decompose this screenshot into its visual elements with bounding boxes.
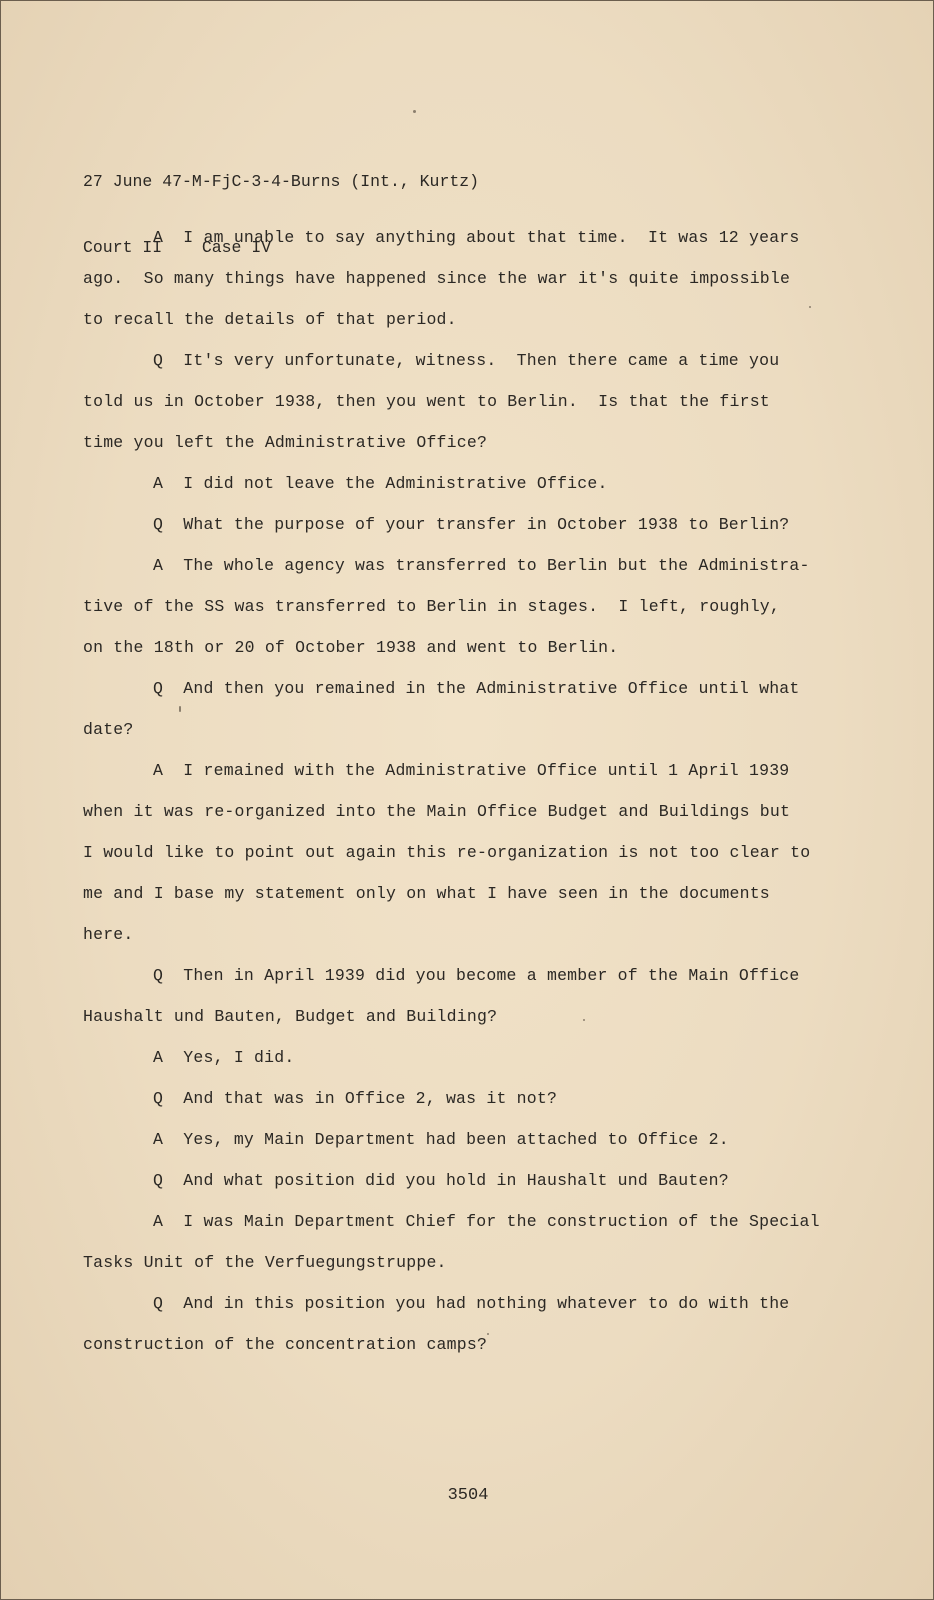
paper-speck <box>413 110 416 113</box>
paper-speck <box>179 706 181 712</box>
transcript-line: ago. So many things have happened since the war it's quite impossible <box>83 269 791 288</box>
header-court-case: Court II Case IV <box>83 238 272 257</box>
transcript-line: A I am unable to say anything about that time. It was 12 years <box>153 228 800 247</box>
transcript-line: to recall the details of that period. <box>83 310 457 329</box>
transcript-line: on the 18th or 20 of October 1938 and went to Berlin. <box>83 638 619 657</box>
transcript-line: time you left the Administrative Office? <box>83 433 488 452</box>
transcript-line: date? <box>83 720 134 739</box>
transcript-line: when it was re-organized into the Main Office Budget and Buildings but <box>83 802 791 821</box>
paper-speck <box>487 1333 489 1335</box>
transcript-line: Q Then in April 1939 did you become a member of the Main Office <box>153 966 800 985</box>
transcript-line: construction of the concentration camps? <box>83 1335 488 1354</box>
transcript-line: A Yes, I did. <box>153 1048 295 1067</box>
transcript-line: Q What the purpose of your transfer in October 1938 to Berlin? <box>153 515 790 534</box>
transcript-line: A I did not leave the Administrative Office. <box>153 474 608 493</box>
transcript-line: A The whole agency was transferred to Berlin but the Administra- <box>153 556 810 575</box>
transcript-line: Q And then you remained in the Administrative Office until what <box>153 679 800 698</box>
transcript-line: A I remained with the Administrative Office until 1 April 1939 <box>153 761 790 780</box>
transcript-line: Q It's very unfortunate, witness. Then there came a time you <box>153 351 780 370</box>
paper-speck <box>583 1019 585 1021</box>
paper-speck <box>809 306 811 308</box>
header-case-reference: 27 June 47-M-FjC-3-4-Burns (Int., Kurtz) <box>83 172 480 191</box>
transcript-line: A Yes, my Main Department had been attached to Office 2. <box>153 1130 729 1149</box>
transcript-line: tive of the SS was transferred to Berlin in stages. I left, roughly, <box>83 597 781 616</box>
transcript-line: here. <box>83 925 134 944</box>
transcript-line: Haushalt und Bauten, Budget and Building? <box>83 1007 498 1026</box>
transcript-line: told us in October 1938, then you went to Berlin. Is that the first <box>83 392 770 411</box>
transcript-line: Q And in this position you had nothing whatever to do with the <box>153 1294 790 1313</box>
transcript-line: Tasks Unit of the Verfuegungstruppe. <box>83 1253 447 1272</box>
page-number: 3504 <box>447 1486 489 1505</box>
transcript-line: I would like to point out again this re-organization is not too clear to <box>83 843 811 862</box>
transcript-line: Q And that was in Office 2, was it not? <box>153 1089 558 1108</box>
transcript-line: Q And what position did you hold in Haushalt und Bauten? <box>153 1171 729 1190</box>
transcript-line: A I was Main Department Chief for the construction of the Special <box>153 1212 820 1231</box>
transcript-line: me and I base my statement only on what I have seen in the documents <box>83 884 770 903</box>
